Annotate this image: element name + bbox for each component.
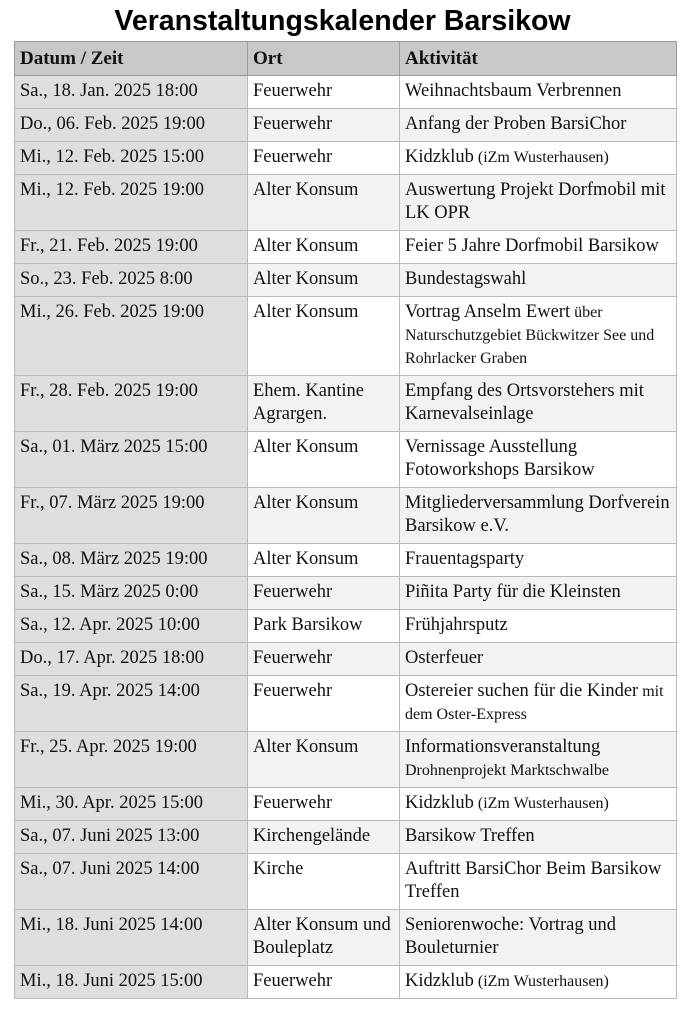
table-row xyxy=(15,231,677,264)
event-activity xyxy=(400,376,677,432)
event-date: Fr., 28. Feb. 2025 19:00 xyxy=(15,376,248,432)
event-activity xyxy=(400,854,677,910)
event-date: Fr., 25. Apr. 2025 19:00 xyxy=(15,732,248,788)
event-date: Sa., 01. März 2025 15:00 xyxy=(15,432,248,488)
event-date: Mi., 30. Apr. 2025 15:00 xyxy=(15,788,248,821)
event-activity xyxy=(400,297,677,376)
event-activity xyxy=(400,488,677,544)
event-place: Ehem. Kantine Agrargen. xyxy=(248,376,400,432)
event-activity xyxy=(400,142,677,175)
activity-text: Frauentagsparty xyxy=(405,549,525,569)
event-place: Alter Konsum xyxy=(248,488,400,544)
event-date: So., 23. Feb. 2025 8:00 xyxy=(15,264,248,297)
table-row xyxy=(15,910,677,966)
activity-note: (iZm Wusterhausen) xyxy=(473,973,609,990)
activity-text: Bundestagswahl xyxy=(405,269,527,289)
table-row xyxy=(15,966,677,999)
activity-text: Seniorenwoche: Vortrag und Bouleturnier xyxy=(405,915,616,958)
activity-text: Kidzklub xyxy=(405,971,474,991)
table-row xyxy=(15,732,677,788)
event-place: Alter Konsum und Bouleplatz xyxy=(248,910,400,966)
event-table xyxy=(14,41,677,999)
event-date: Mi., 18. Juni 2025 15:00 xyxy=(15,966,248,999)
column-header-date: Datum / Zeit xyxy=(15,42,248,76)
event-activity xyxy=(400,544,677,577)
activity-text: Mitgliederversammlung Dorfverein Barsikow e.V. xyxy=(405,493,670,536)
event-date: Sa., 18. Jan. 2025 18:00 xyxy=(15,76,248,109)
event-place: Kirchengelände xyxy=(248,821,400,854)
event-activity xyxy=(400,76,677,109)
activity-text: Informationsveranstaltung xyxy=(405,737,601,757)
event-date: Sa., 07. Juni 2025 14:00 xyxy=(15,854,248,910)
event-date: Sa., 15. März 2025 0:00 xyxy=(15,577,248,610)
table-row xyxy=(15,297,677,376)
activity-note: über Naturschutzgebiet Bückwitzer See und Rohrlacker Graben xyxy=(405,304,655,367)
table-row xyxy=(15,142,677,175)
table-row xyxy=(15,577,677,610)
activity-text: Kidzklub xyxy=(405,147,474,167)
event-date: Fr., 21. Feb. 2025 19:00 xyxy=(15,231,248,264)
event-activity xyxy=(400,732,677,788)
event-date: Sa., 08. März 2025 19:00 xyxy=(15,544,248,577)
activity-note: mit dem Oster-Express xyxy=(405,683,664,723)
table-header-row xyxy=(15,42,677,76)
table-row xyxy=(15,610,677,643)
table-row xyxy=(15,175,677,231)
event-date: Sa., 12. Apr. 2025 10:00 xyxy=(15,610,248,643)
event-date: Do., 06. Feb. 2025 19:00 xyxy=(15,109,248,142)
column-header-place: Ort xyxy=(248,42,400,76)
table-row xyxy=(15,432,677,488)
table-row xyxy=(15,376,677,432)
event-place: Alter Konsum xyxy=(248,297,400,376)
activity-text: Auftritt BarsiChor Beim Barsikow Treffen xyxy=(405,859,662,902)
table-row xyxy=(15,821,677,854)
event-activity xyxy=(400,175,677,231)
event-activity xyxy=(400,643,677,676)
event-place: Feuerwehr xyxy=(248,142,400,175)
activity-text: Vortrag Anselm Ewert xyxy=(405,302,571,322)
event-activity xyxy=(400,676,677,732)
event-date: Mi., 26. Feb. 2025 19:00 xyxy=(15,297,248,376)
event-place: Feuerwehr xyxy=(248,676,400,732)
event-place: Alter Konsum xyxy=(248,432,400,488)
table-row xyxy=(15,788,677,821)
table-row xyxy=(15,488,677,544)
event-date: Mi., 12. Feb. 2025 15:00 xyxy=(15,142,248,175)
event-activity xyxy=(400,231,677,264)
table-row xyxy=(15,676,677,732)
event-place: Park Barsikow xyxy=(248,610,400,643)
activity-text: Ostereier suchen für die Kinder xyxy=(405,681,639,701)
table-row xyxy=(15,544,677,577)
event-date: Mi., 18. Juni 2025 14:00 xyxy=(15,910,248,966)
table-body xyxy=(15,76,677,999)
activity-text: Auswertung Projekt Dorfmobil mit LK OPR xyxy=(405,180,666,223)
event-activity xyxy=(400,610,677,643)
table-row xyxy=(15,76,677,109)
column-header-activity: Aktivität xyxy=(400,42,677,76)
activity-text: Feier 5 Jahre Dorfmobil Barsikow xyxy=(405,236,659,256)
activity-text: Kidzklub xyxy=(405,793,474,813)
event-place: Feuerwehr xyxy=(248,577,400,610)
activity-note: (iZm Wusterhausen) xyxy=(473,795,609,812)
activity-text: Frühjahrsputz xyxy=(405,615,508,635)
event-place: Feuerwehr xyxy=(248,788,400,821)
table-row xyxy=(15,109,677,142)
event-date: Do., 17. Apr. 2025 18:00 xyxy=(15,643,248,676)
table-row xyxy=(15,854,677,910)
event-activity xyxy=(400,788,677,821)
event-activity xyxy=(400,821,677,854)
event-activity xyxy=(400,432,677,488)
activity-text: Piñita Party für die Kleinsten xyxy=(405,582,621,602)
event-place: Alter Konsum xyxy=(248,175,400,231)
activity-text: Weihnachtsbaum Verbrennen xyxy=(405,81,622,101)
event-place: Feuerwehr xyxy=(248,966,400,999)
event-place: Alter Konsum xyxy=(248,732,400,788)
page-title: Veranstaltungskalender Barsikow xyxy=(114,5,571,37)
event-date: Mi., 12. Feb. 2025 19:00 xyxy=(15,175,248,231)
activity-text: Vernissage Ausstellung Fotoworkshops Barsikow xyxy=(405,437,595,480)
event-place: Kirche xyxy=(248,854,400,910)
activity-text: Osterfeuer xyxy=(405,648,484,668)
event-activity xyxy=(400,966,677,999)
activity-text: Anfang der Proben BarsiChor xyxy=(405,114,627,134)
activity-note: Drohnenprojekt Marktschwalbe xyxy=(405,762,609,779)
event-activity xyxy=(400,264,677,297)
event-activity xyxy=(400,577,677,610)
event-date: Fr., 07. März 2025 19:00 xyxy=(15,488,248,544)
event-place: Alter Konsum xyxy=(248,231,400,264)
table-row xyxy=(15,643,677,676)
event-date: Sa., 07. Juni 2025 13:00 xyxy=(15,821,248,854)
event-place: Alter Konsum xyxy=(248,544,400,577)
event-place: Alter Konsum xyxy=(248,264,400,297)
table-row xyxy=(15,264,677,297)
activity-note: (iZm Wusterhausen) xyxy=(473,149,609,166)
event-place: Feuerwehr xyxy=(248,109,400,142)
activity-text: Barsikow Treffen xyxy=(405,826,535,846)
activity-text: Empfang des Ortsvorstehers mit Karnevalseinlage xyxy=(405,381,644,424)
event-date: Sa., 19. Apr. 2025 14:00 xyxy=(15,676,248,732)
event-place: Feuerwehr xyxy=(248,76,400,109)
event-activity xyxy=(400,109,677,142)
event-place: Feuerwehr xyxy=(248,643,400,676)
event-activity xyxy=(400,910,677,966)
